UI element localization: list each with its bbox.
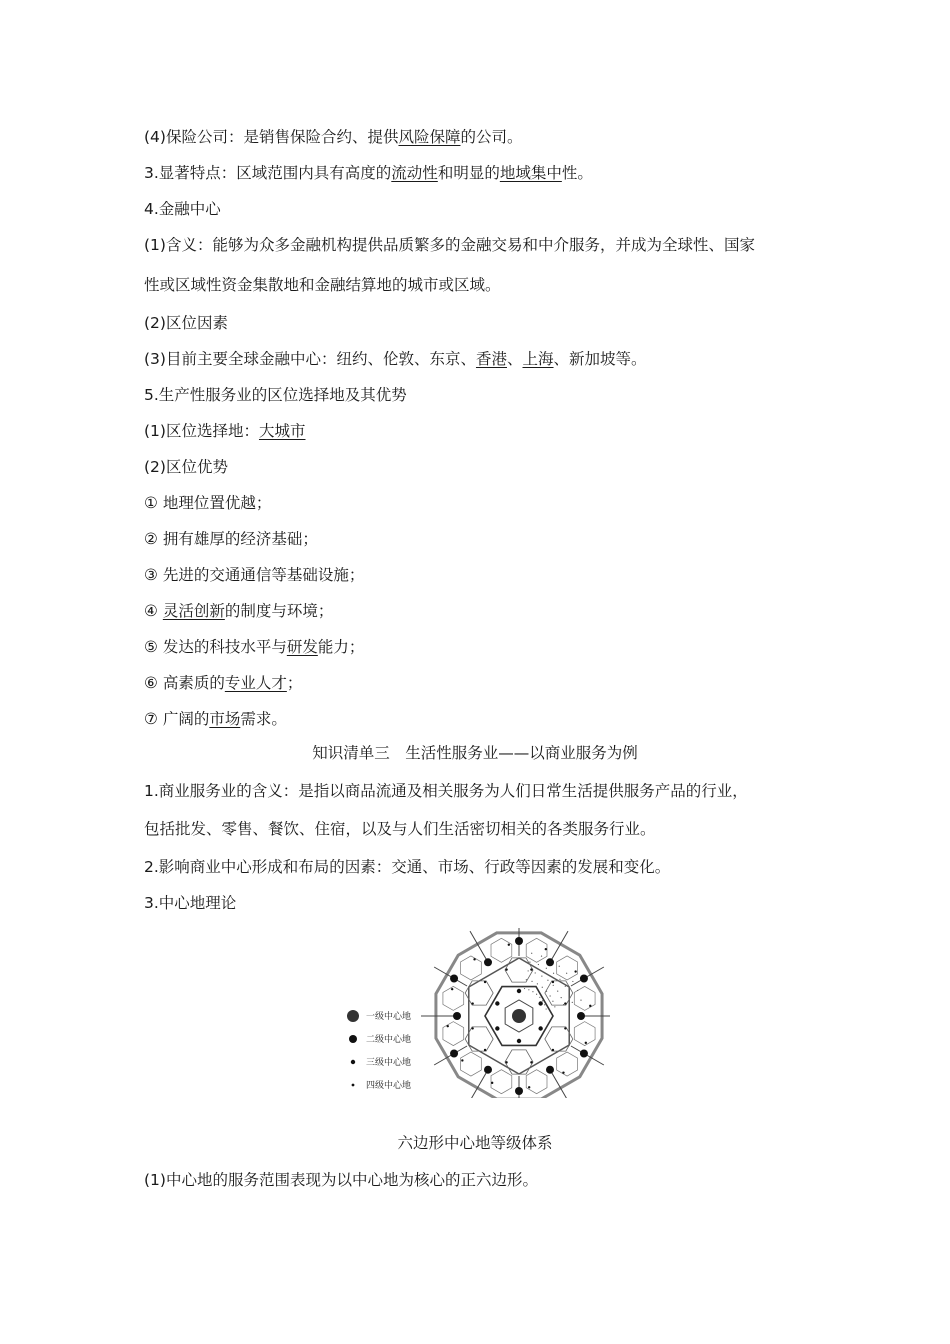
underlined-answer: 灵活创新 [162, 602, 225, 620]
text-segment: 、新加坡等。 [553, 350, 647, 368]
level4-center [508, 944, 510, 946]
underlined-answer: 地域集中 [499, 164, 562, 182]
text-segment: 3.中心地理论 [144, 894, 237, 912]
shading-dot [541, 975, 542, 976]
shading-dot [553, 985, 554, 986]
legend-marker-level1 [347, 1010, 359, 1022]
level4-center [471, 1002, 473, 1004]
level1-center [512, 1009, 526, 1023]
paragraph-line [144, 780, 748, 802]
text-segment: ⑥ 高素质的 [144, 674, 225, 692]
shading-dot [539, 997, 540, 998]
shading-dot [529, 961, 530, 962]
text-segment: 3.显著特点：区域范围内具有高度的 [144, 164, 392, 182]
central-place-diagram [340, 928, 610, 1098]
paragraph-line [144, 420, 305, 442]
shading-dot [547, 980, 548, 981]
text-segment: 的公司。 [460, 128, 523, 146]
paragraph-line [144, 636, 364, 658]
shading-dot [531, 981, 532, 982]
level2-center [546, 958, 554, 966]
underlined-answer: 风险保障 [398, 128, 461, 146]
text-segment: 5.生产性服务业的区位选择地及其优势 [144, 386, 407, 404]
shading-dot [559, 979, 560, 980]
level4-center [589, 1005, 591, 1007]
level4-center [484, 1049, 486, 1051]
shading-dot [536, 994, 537, 995]
paragraph-line [144, 162, 593, 184]
shading-dot [553, 973, 554, 974]
text-segment: 的制度与环境； [224, 602, 334, 620]
level4-center [574, 970, 576, 972]
shading-dot [563, 1004, 564, 1005]
level4-center [484, 981, 486, 983]
shading-dot [546, 991, 547, 992]
text-segment: 包括批发、零售、餐饮、住宿，以及与人们生活密切相关的各类服务行业。 [144, 820, 656, 838]
shading-dot [538, 964, 539, 965]
shading-dot [532, 991, 533, 992]
level4-center [505, 968, 507, 970]
paragraph-line [144, 126, 523, 148]
market-cell [557, 1052, 578, 1076]
legend-label-level4: 四级中心地 [366, 1081, 412, 1091]
level2-center [484, 1066, 492, 1074]
shading-dot [569, 993, 570, 994]
level4-center [564, 1002, 566, 1004]
shading-dot [542, 987, 543, 988]
text-segment: 性。 [561, 164, 593, 182]
paragraph-line [144, 564, 364, 586]
shading-dot [531, 953, 532, 954]
text-segment: (3)目前主要全球金融中心：纽约、伦敦、东京、 [144, 350, 476, 368]
level4-center [471, 1027, 473, 1029]
paragraph-line [144, 348, 647, 370]
shading-dot [528, 970, 529, 971]
shading-dot [552, 1001, 553, 1002]
paragraph-line [144, 312, 228, 334]
paragraph-line [144, 456, 228, 478]
level3-center [517, 1039, 521, 1043]
level4-center [473, 958, 475, 960]
level4-center [552, 1049, 554, 1051]
paragraph-line [144, 856, 670, 878]
text-segment: (2)区位优势 [144, 458, 228, 476]
text-segment: ① 地理位置优越； [144, 494, 272, 512]
market-cell [526, 938, 547, 962]
text-segment: 能力； [317, 638, 365, 656]
shading-dot [544, 1004, 545, 1005]
shading-dot [565, 986, 566, 987]
legend-label-level3: 三级中心地 [366, 1058, 412, 1068]
hexagon-network [421, 928, 610, 1098]
text-segment: 、 [506, 350, 523, 368]
level4-center [585, 1042, 587, 1044]
level4-center [491, 1082, 493, 1084]
paragraph-line [144, 198, 221, 220]
level2-center [580, 975, 588, 983]
text-segment: (1)含义：能够为众多金融机构提供品质繁多的金融交易和中介服务，并成为全球性、国家 [144, 236, 755, 254]
paragraph-line [144, 818, 656, 840]
paragraph-line-last: (1)中心地的服务范围表现为以中心地为核心的正六边形。 [144, 1171, 538, 1189]
text-segment: (2)区位因素 [144, 314, 228, 332]
figure-caption: 六边形中心地等级体系 [397, 1134, 553, 1152]
text-segment: 知识清单三 生活性服务业——以商业服务为例 [312, 744, 638, 762]
shading-dot [554, 1006, 555, 1007]
paragraph-line [144, 708, 287, 730]
level3-center [538, 1026, 542, 1030]
underlined-answer: 市场 [209, 710, 241, 728]
underlined-answer: 研发 [286, 638, 318, 656]
shading-dot [546, 1008, 547, 1009]
level4-center [552, 981, 554, 983]
level2-center [450, 975, 458, 983]
level4-center [461, 1059, 463, 1061]
text-segment: 1.商业服务业的含义：是指以商品流通及相关服务为人们日常生活提供服务产品的行业， [144, 782, 748, 800]
market-cell [557, 956, 578, 980]
shading-dot [561, 997, 562, 998]
shading-dot [550, 995, 551, 996]
level3-center [495, 1001, 499, 1005]
legend-marker-level2 [349, 1035, 357, 1043]
market-cell [505, 958, 533, 982]
level4-center [530, 1061, 532, 1063]
level2-center [577, 1012, 585, 1020]
text-segment: 性或区域性资金集散地和金融结算地的城市或区域。 [144, 276, 501, 294]
market-cell [443, 986, 464, 1010]
text-segment: ⑤ 发达的科技水平与 [144, 638, 287, 656]
shading-dot [580, 1000, 581, 1001]
market-cell [491, 938, 512, 962]
level4-center [447, 1025, 449, 1027]
level3-center [495, 1026, 499, 1030]
market-cell [491, 1070, 512, 1094]
paragraph-line [144, 672, 302, 694]
shading-dot [524, 988, 525, 989]
shading-dot [528, 989, 529, 990]
market-cell [526, 1070, 547, 1094]
underlined-answer: 专业人才 [224, 674, 287, 692]
market-cell [461, 956, 482, 980]
shading-dot [577, 990, 578, 991]
paragraph-line [144, 892, 236, 914]
level4-center [562, 1071, 564, 1073]
shading-dot [526, 979, 527, 980]
text-segment: (1)区位选择地： [144, 422, 259, 440]
shading-dot [559, 966, 560, 967]
shading-dot [572, 981, 573, 982]
level2-center [484, 958, 492, 966]
text-segment: ③ 先进的交通通信等基础设施； [144, 566, 365, 584]
shading-dot [566, 973, 567, 974]
text-segment: ② 拥有雄厚的经济基础； [144, 530, 318, 548]
text-segment: ⑦ 广阔的 [144, 710, 210, 728]
shading-dot [572, 1002, 573, 1003]
shading-dot [541, 956, 542, 957]
underlined-answer: 香港 [475, 350, 507, 368]
level4-center [564, 1027, 566, 1029]
level3-center [538, 1001, 542, 1005]
level4-center [545, 948, 547, 950]
legend-marker-level3 [351, 1060, 355, 1064]
shading-dot [542, 1000, 543, 1001]
level2-center [515, 1087, 523, 1095]
level2-center [546, 1066, 554, 1074]
text-segment: ； [286, 674, 303, 692]
shading-dot [557, 991, 558, 992]
market-cell [443, 1022, 464, 1046]
text-segment: 2.影响商业中心形成和布局的因素：交通、市场、行政等因素的发展和变化。 [144, 858, 671, 876]
diagram-legend [347, 1010, 411, 1091]
text-segment: ④ [144, 602, 163, 620]
legend-marker-level4 [352, 1084, 355, 1087]
paragraph-line [144, 274, 501, 296]
paragraph-line [144, 384, 407, 406]
text-segment: 4.金融中心 [144, 200, 221, 218]
level4-center [451, 988, 453, 990]
level4-center [505, 1061, 507, 1063]
paragraph-line [144, 528, 318, 550]
underlined-answer: 大城市 [258, 422, 306, 440]
market-cell [461, 1052, 482, 1076]
underlined-answer: 流动性 [391, 164, 438, 182]
level2-center [515, 937, 523, 945]
paragraph-line [144, 234, 755, 256]
level2-center [453, 1012, 461, 1020]
underlined-answer: 上海 [522, 350, 554, 368]
level3-center [517, 989, 521, 993]
level2-center [450, 1050, 458, 1058]
level4-center [530, 968, 532, 970]
legend-label-level2: 二级中心地 [366, 1035, 412, 1045]
level4-center [528, 1086, 530, 1088]
paragraph-line [144, 600, 333, 622]
section-heading [0, 742, 950, 764]
text-segment: 和明显的 [437, 164, 500, 182]
shading-dot [535, 972, 536, 973]
text-segment: (4)保险公司：是销售保险合约、提供 [144, 128, 399, 146]
market-cell [505, 1050, 533, 1074]
market-cell [574, 1022, 595, 1046]
legend-label-level1: 一级中心地 [366, 1012, 412, 1022]
paragraph-line [144, 492, 271, 514]
shading-dot [537, 983, 538, 984]
level2-center [580, 1050, 588, 1058]
text-segment: 需求。 [240, 710, 287, 728]
shading-dot [546, 968, 547, 969]
